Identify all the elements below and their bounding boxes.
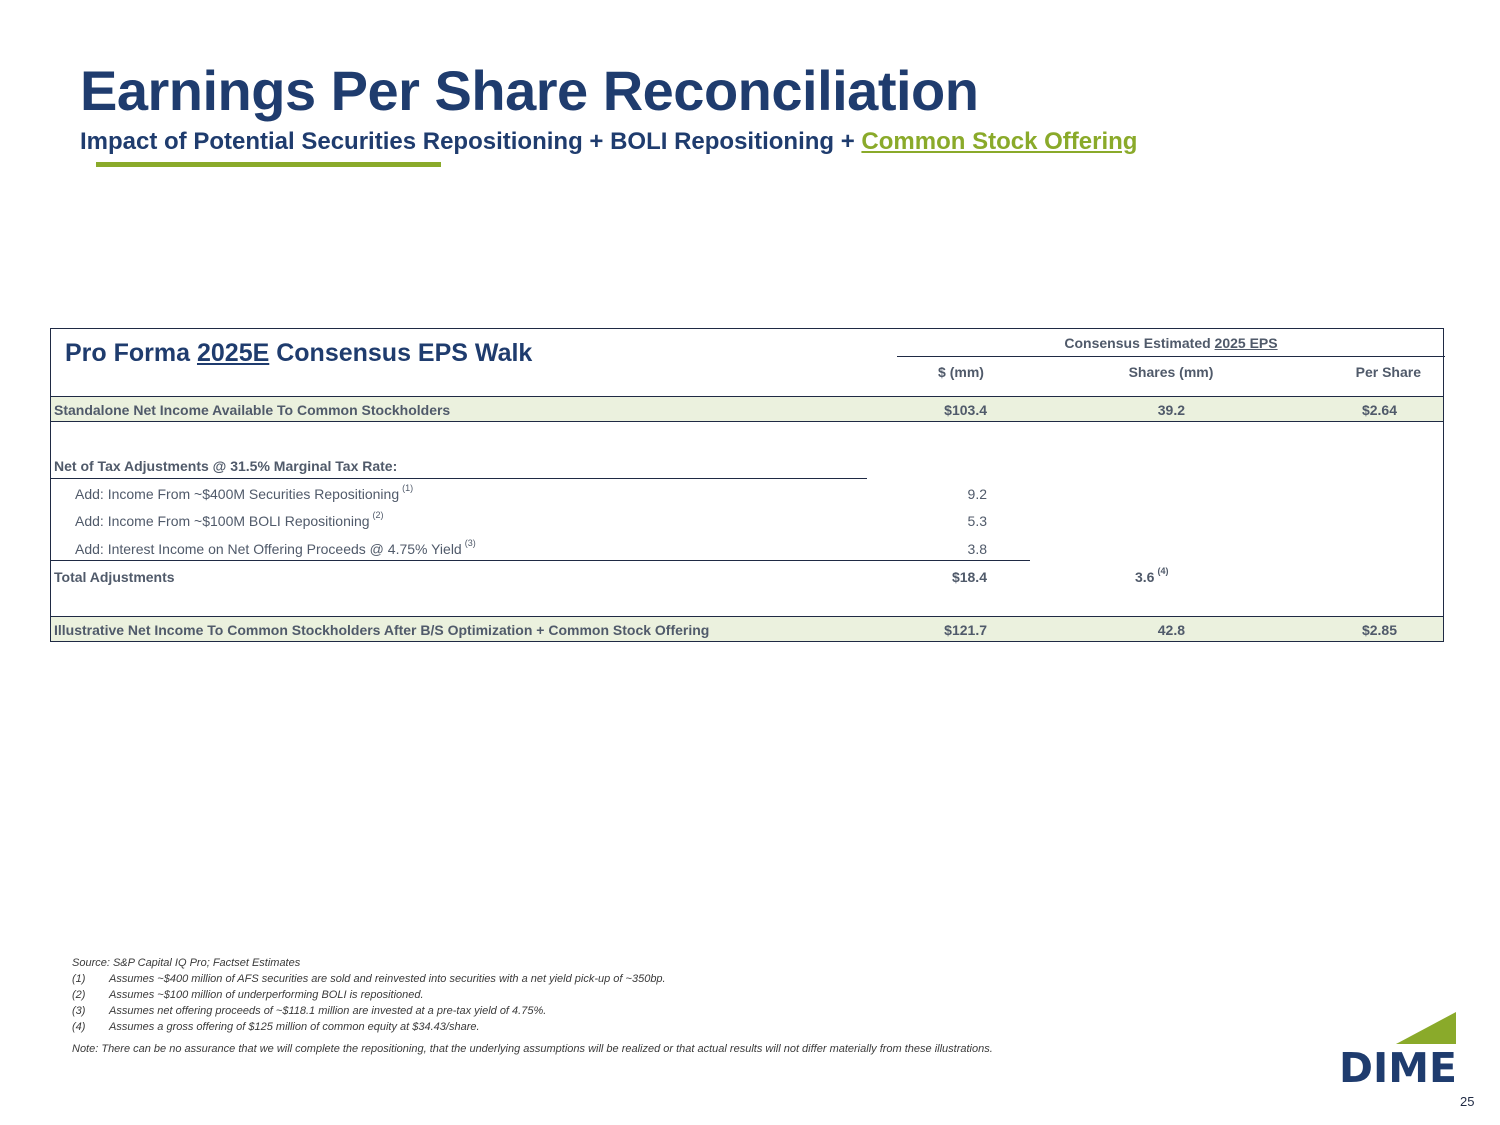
adjustment-row-offering xyxy=(75,538,476,557)
table-title xyxy=(65,339,532,368)
footnote-item xyxy=(72,989,993,1001)
footnote-source: Source: S&P Capital IQ Pro; Factset Estimates xyxy=(72,957,301,969)
footnote-text: Assumes a gross offering of $125 million of common equity at $34.43/share. xyxy=(109,1021,480,1033)
consensus-group-header xyxy=(897,335,1445,351)
col-header-amount: $ (mm) xyxy=(938,364,984,380)
adjustment-row-boli xyxy=(75,510,384,529)
footnote-number: (4) xyxy=(72,1021,86,1033)
consensus-header-prefix: Consensus Estimated xyxy=(1064,335,1215,351)
adjustment-label: Add: Income From ~$100M BOLI Repositioning xyxy=(75,513,370,529)
standalone-per-share: $2.64 xyxy=(1361,402,1397,418)
footnote-disclaimer: Note: There can be no assurance that we will complete the repositioning, that the underlying assumptions will be realized or that actual results will not differ materially from these illustrations. xyxy=(72,1043,993,1055)
footnote-ref: (1) xyxy=(402,483,414,493)
slide-subtitle xyxy=(80,128,1137,156)
total-shares xyxy=(1135,566,1201,585)
footnote-ref: (3) xyxy=(464,538,476,548)
dime-logo xyxy=(1338,1012,1458,1084)
slide-title: Earnings Per Share Reconciliation xyxy=(80,59,979,122)
adjustment-label: Add: Income From ~$400M Securities Repositioning xyxy=(75,486,400,502)
footnote-item xyxy=(72,1005,993,1017)
adjustment-row-securities xyxy=(75,483,414,502)
standalone-shares: 39.2 xyxy=(1157,402,1185,418)
footnote-number: (3) xyxy=(72,1005,86,1017)
consensus-header-rule xyxy=(897,356,1445,357)
total-label: Total Adjustments xyxy=(54,569,175,585)
footnote-text: Assumes ~$100 million of underperforming BOLI is repositioned. xyxy=(109,989,424,1001)
standalone-label: Standalone Net Income Available To Common Stockholders xyxy=(54,402,451,418)
adjustment-amount: 3.8 xyxy=(967,541,987,557)
illustrative-label: Illustrative Net Income To Common Stockholders After B/S Optimization + Common Stock Offering xyxy=(54,622,710,638)
adjustment-amount: 5.3 xyxy=(967,513,987,529)
table-title-year: 2025E xyxy=(196,339,270,367)
total-shares-value: 3.6 xyxy=(1135,569,1155,585)
total-amount: $18.4 xyxy=(951,569,987,585)
illustrative-row xyxy=(51,616,1443,642)
adjustments-header-rule xyxy=(51,478,867,479)
subtitle-main: Impact of Potential Securities Repositioning + BOLI Repositioning + xyxy=(80,128,862,155)
logo-green-wedge xyxy=(1396,1012,1456,1044)
footnote-number: (1) xyxy=(72,973,86,985)
table-title-suffix: Consensus EPS Walk xyxy=(269,339,533,367)
illustrative-shares: 42.8 xyxy=(1157,622,1185,638)
illustrative-amount: $121.7 xyxy=(944,622,987,638)
adjustments-header: Net of Tax Adjustments @ 31.5% Marginal Tax Rate: xyxy=(54,458,398,474)
table-title-prefix: Pro Forma xyxy=(65,339,197,367)
illustrative-per-share: $2.85 xyxy=(1361,622,1397,638)
standalone-row xyxy=(51,396,1443,422)
adjustment-label: Add: Interest Income on Net Offering Proceeds @ 4.75% Yield xyxy=(75,541,462,557)
logo-wordmark: DIME xyxy=(1339,1044,1457,1084)
page-number: 25 xyxy=(1460,1094,1475,1109)
adjustment-amount: 9.2 xyxy=(967,486,987,502)
subtitle-highlight: Common Stock Offering xyxy=(861,128,1138,155)
footnote-ref: (4) xyxy=(1157,566,1169,576)
consensus-header-suffix: 2025 EPS xyxy=(1214,335,1278,351)
footnote-text: Assumes ~$400 million of AFS securities are sold and reinvested into securities with a net yield pick-up of ~350bp. xyxy=(109,973,666,985)
footnotes xyxy=(72,957,993,1059)
standalone-amount: $103.4 xyxy=(944,402,987,418)
col-header-per-share: Per Share xyxy=(1355,364,1421,380)
footnote-text: Assumes net offering proceeds of ~$118.1 million are invested at a pre-tax yield of 4.75%. xyxy=(109,1005,547,1017)
footnote-number: (2) xyxy=(72,989,86,1001)
col-header-shares: Shares (mm) xyxy=(1128,364,1214,380)
eps-walk-table xyxy=(50,328,1444,642)
title-accent-rule xyxy=(96,162,441,167)
footnote-item xyxy=(72,1021,993,1033)
footnote-item xyxy=(72,973,993,985)
footnote-ref: (2) xyxy=(372,510,384,520)
total-rule xyxy=(51,560,1030,561)
